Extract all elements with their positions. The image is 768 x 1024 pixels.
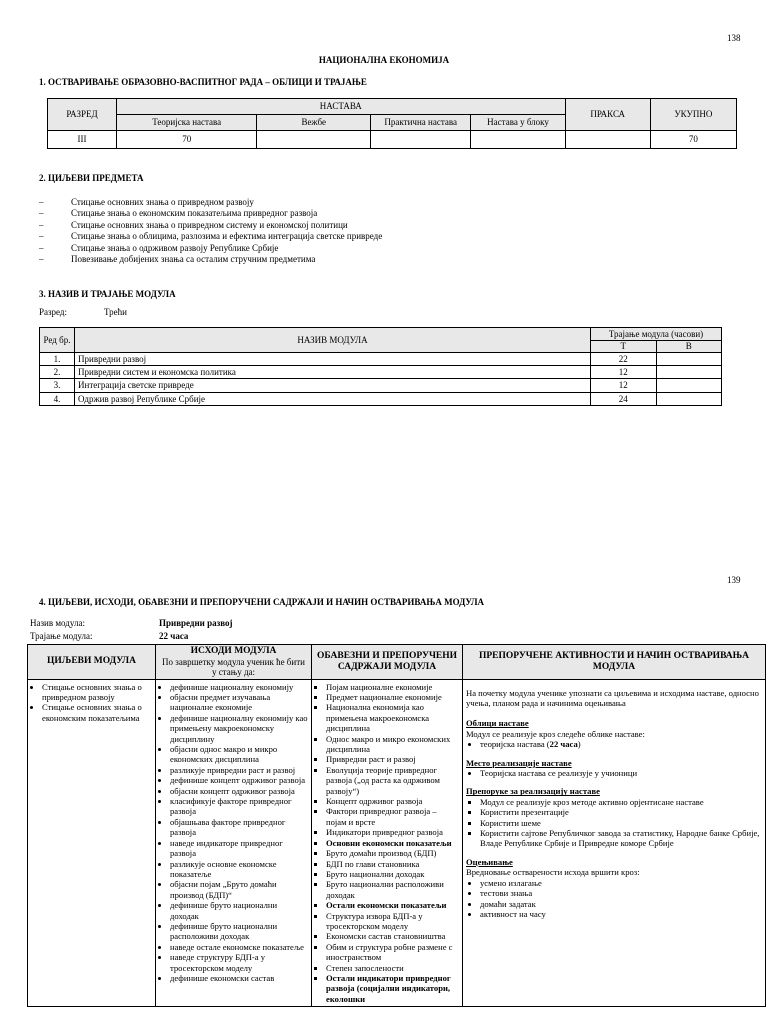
header-outcomes [156, 645, 312, 680]
list-item: • објасни однос макро и микро економских дисциплина [170, 744, 308, 765]
module-t: 22 [591, 352, 657, 365]
list-item: ▪ Структура извора БДП-а у тросекторском моделу [326, 911, 459, 932]
list-item: • дефинише бруто национални доходак [170, 900, 308, 921]
table-row [40, 366, 722, 379]
module-name: Интеграција светске привреде [75, 379, 591, 392]
forms-item-hours: 22 часа [549, 739, 578, 750]
list-item: • дефинише бруто национални расположиви доходак [170, 921, 308, 942]
row-number: 3. [40, 379, 75, 392]
header-activities: ПРЕПОРУЧЕНЕ АКТИВНОСТИ И НАЧИН ОСТВАРИВАЊА МОДУЛА [463, 645, 766, 680]
list-item: ▪ БДП по глави становника [326, 859, 459, 869]
table-row [40, 392, 722, 405]
place-title: Место реализације наставе [466, 757, 572, 768]
header-prakticna: Практична настава [370, 115, 470, 131]
list-item: • Стицање основних знања о привредном развоју [42, 682, 152, 703]
table-row [40, 352, 722, 365]
recommendations-list [466, 797, 762, 849]
list-item: • класификује факторе привредног развоја [170, 796, 308, 817]
page-number: 138 [727, 33, 741, 43]
list-item: • наведе индикаторе привредног развоја [170, 838, 308, 859]
list-item: • разликује основне економске показатеље [170, 859, 308, 880]
list-item: ▪ Бруто домаћи производ (БДП) [326, 848, 459, 858]
module-t: 12 [591, 379, 657, 392]
outcomes-list [159, 682, 308, 984]
list-item: ▪ Концепт одрживог развоја [326, 796, 459, 806]
forms-list [466, 739, 762, 749]
list-item: ▪ Користити сајтове Републичког завода за статистику, Народне банке Србије, Владе Републике Србије и Привредне коморе Србије [480, 828, 762, 849]
module-v [656, 352, 722, 365]
list-item: – Стицање знања о одрживом развоју Републике Србије [39, 243, 639, 254]
module-value: Привредни развој [159, 618, 233, 628]
list-item: ▪ Основни економски показатељи [326, 838, 459, 848]
list-item: ▪ Економски састав становништва [326, 931, 459, 941]
section-1-heading: 1. ОСТВАРИВАЊЕ ОБРАЗОВНО-ВАСПИТНОГ РАДА – ОБЛИЦИ И ТРАЈАЊЕ [39, 77, 367, 87]
duration-label: Трајање модула: [30, 631, 93, 641]
modules-table [39, 327, 722, 406]
list-item: • наведе структуру БДП-а у тросекторском моделу [170, 952, 308, 973]
list-item: – Стицање знања о облицима, разлозима и ефектима интеграција светске привреде [39, 231, 639, 242]
cell-vezbe [257, 131, 370, 149]
list-item: ▪ Обим и структура робне размене с иностранством [326, 942, 459, 963]
section-2-heading: 2. ЦИЉЕВИ ПРЕДМЕТА [39, 173, 144, 183]
list-item: ▪ Бруто национални доходак [326, 869, 459, 879]
row-number: 4. [40, 392, 75, 405]
row-number: 2. [40, 366, 75, 379]
list-item: • објашњава факторе привредног развоја [170, 817, 308, 838]
section-4-heading: 4. ЦИЉЕВИ, ИСХОДИ, ОБАВЕЗНИ И ПРЕПОРУЧЕНИ САДРЖАЈИ И НАЧИН ОСТВАРИВАЊА МОДУЛА [39, 597, 485, 607]
list-item: • објасни појам „Бруто домаћи производ (БДП)“ [170, 879, 308, 900]
module-v [656, 379, 722, 392]
document-title: НАЦИОНАЛНА ЕКОНОМИЈА [318, 55, 450, 65]
outcomes-cell [156, 679, 312, 1007]
list-item: ▪ Остали индикатори привредног развоја (социјални индикатори, еколошки [326, 973, 459, 1004]
header-outcomes-title: ИСХОДИ МОДУЛА [190, 646, 277, 656]
list-item: ▪ Остали економски показатељи [326, 900, 459, 910]
cell-razred: III [48, 131, 117, 149]
list-item: • домаћи задатак [480, 899, 762, 909]
contents-list [315, 682, 459, 1005]
header-teorijska: Теоријска настава [116, 115, 257, 131]
cell-praksa [565, 131, 650, 149]
row-number: 1. [40, 352, 75, 365]
list-item: ▪ Еволуција теорије привредног развоја („од раста ка одрживом развоју“) [326, 765, 459, 796]
list-item: ▪ Користити презентације [480, 807, 762, 817]
header-t: Т [591, 341, 657, 352]
list-item: ▪ Појам националне економије [326, 682, 459, 692]
cell-ukupno: 70 [650, 131, 736, 149]
cell-prakticna [370, 131, 470, 149]
goals-list [39, 197, 639, 265]
list-item: ▪ Степен запослености [326, 963, 459, 973]
goals-cell [28, 679, 156, 1007]
header-praksa: ПРАКСА [565, 99, 650, 131]
module-v [656, 392, 722, 405]
schedule-table [47, 98, 737, 149]
list-item: – Стицање знања о економским показатељима привредног развоја [39, 208, 639, 219]
forms-item-close: ) [577, 739, 581, 750]
list-item: – Стицање основних знања о привредном развоју [39, 197, 639, 208]
list-item: • активност на часу [480, 909, 762, 919]
list-item: – Стицање основних знања о привредном систему и економској политици [39, 220, 639, 231]
forms-text: Модул се реализује кроз следеће облике наставе: [466, 728, 645, 739]
module-name: Привредни систем и економска политика [75, 366, 591, 379]
evaluation-title: Оцењивање [466, 856, 513, 867]
list-item: • објасни концепт одрживог развоја [170, 786, 308, 796]
header-vezbe: Вежбе [257, 115, 370, 131]
header-outcomes-subtitle: По завршетку модула ученик ће бити у стању да: [162, 656, 305, 678]
header-trajanje: Трајање модула (часови) [591, 328, 722, 341]
recommendations-title: Препоруке за реализацију наставе [466, 786, 600, 797]
list-item: ▪ Користити шеме [480, 818, 762, 828]
activities-cell [463, 679, 766, 1007]
list-item: ▪ Индикатори привредног развоја [326, 827, 459, 837]
module-details-table [27, 644, 766, 1007]
list-item: • дефинише концепт одрживог развоја [170, 775, 308, 785]
list-item: – Повезивање добијених знања са осталим стручним предметима [39, 254, 639, 265]
page-number: 139 [727, 575, 741, 585]
forms-title: Облици наставе [466, 718, 529, 729]
list-item: ▪ Привредни раст и развој [326, 754, 459, 764]
goals-list [31, 682, 152, 724]
list-item: ▪ Фактори привредног развоја – појам и врсте [326, 806, 459, 827]
section-3-heading: 3. НАЗИВ И ТРАЈАЊЕ МОДУЛА [39, 289, 176, 299]
activities-intro: На почетку модула ученике упознати са циљевима и исходима наставе, односно учења, планом рада и начинима оцењивања [466, 687, 759, 709]
list-item: ▪ Национална економија као примењена макроекономска дисциплина [326, 702, 459, 733]
list-item: • Стицање основних знања о економским показатељима [42, 702, 152, 723]
evaluation-text: Вредновање остварености исхода вршити кроз: [466, 867, 640, 878]
module-t: 12 [591, 366, 657, 379]
duration-value: 22 часа [159, 631, 189, 641]
list-item: • разликује привредни раст и развој [170, 765, 308, 775]
table-row [40, 379, 722, 392]
list-item: • дефинише економски састав [170, 973, 308, 983]
header-naziv-modula: НАЗИВ МОДУЛА [75, 328, 591, 353]
header-goals: ЦИЉЕВИ МОДУЛА [28, 645, 156, 680]
cell-teorijska: 70 [116, 131, 257, 149]
list-item: • наведе остале економске показатеље [170, 942, 308, 952]
module-name: Одржив развој Републике Србије [75, 392, 591, 405]
list-item: • објасни предмет изучавања националне економије [170, 692, 308, 713]
module-name: Привредни развој [75, 352, 591, 365]
contents-cell [312, 679, 463, 1007]
evaluation-list [466, 878, 762, 920]
header-nastava: НАСТАВА [116, 99, 565, 115]
list-item: ▪ Предмет националне економије [326, 692, 459, 702]
cell-blok [471, 131, 565, 149]
list-item: ▪ Однос макро и микро економских дисциплина [326, 734, 459, 755]
list-item: ▪ Бруто национални расположиви доходак [326, 879, 459, 900]
module-t: 24 [591, 392, 657, 405]
header-v: В [656, 341, 722, 352]
header-razred: РАЗРЕД [48, 99, 117, 131]
module-v [656, 366, 722, 379]
module-label: Назив модула: [30, 618, 85, 628]
forms-item-text: теоријска настава ( [480, 739, 550, 750]
header-ukupno: УКУПНО [650, 99, 736, 131]
list-item: • дефинише националну економију као примењену макроекономску дисциплину [170, 713, 308, 744]
list-item: ▪ Модул се реализује кроз методе активно орјентисане наставе [480, 797, 762, 807]
list-item: • усмено излагање [480, 878, 762, 888]
razred-value: Трећи [104, 307, 127, 317]
header-blok: Настава у блоку [471, 115, 565, 131]
place-list [466, 768, 762, 778]
list-item: • тестови знања [480, 888, 762, 898]
header-red-br: Ред бр. [40, 328, 75, 353]
list-item: • дефинише националну економију [170, 682, 308, 692]
razred-label: Разред: [39, 307, 68, 317]
list-item [480, 739, 762, 749]
header-contents: ОБАВЕЗНИ И ПРЕПОРУЧЕНИ САДРЖАЈИ МОДУЛА [312, 645, 463, 680]
list-item: • Теоријска настава се реализује у учионици [480, 768, 762, 778]
